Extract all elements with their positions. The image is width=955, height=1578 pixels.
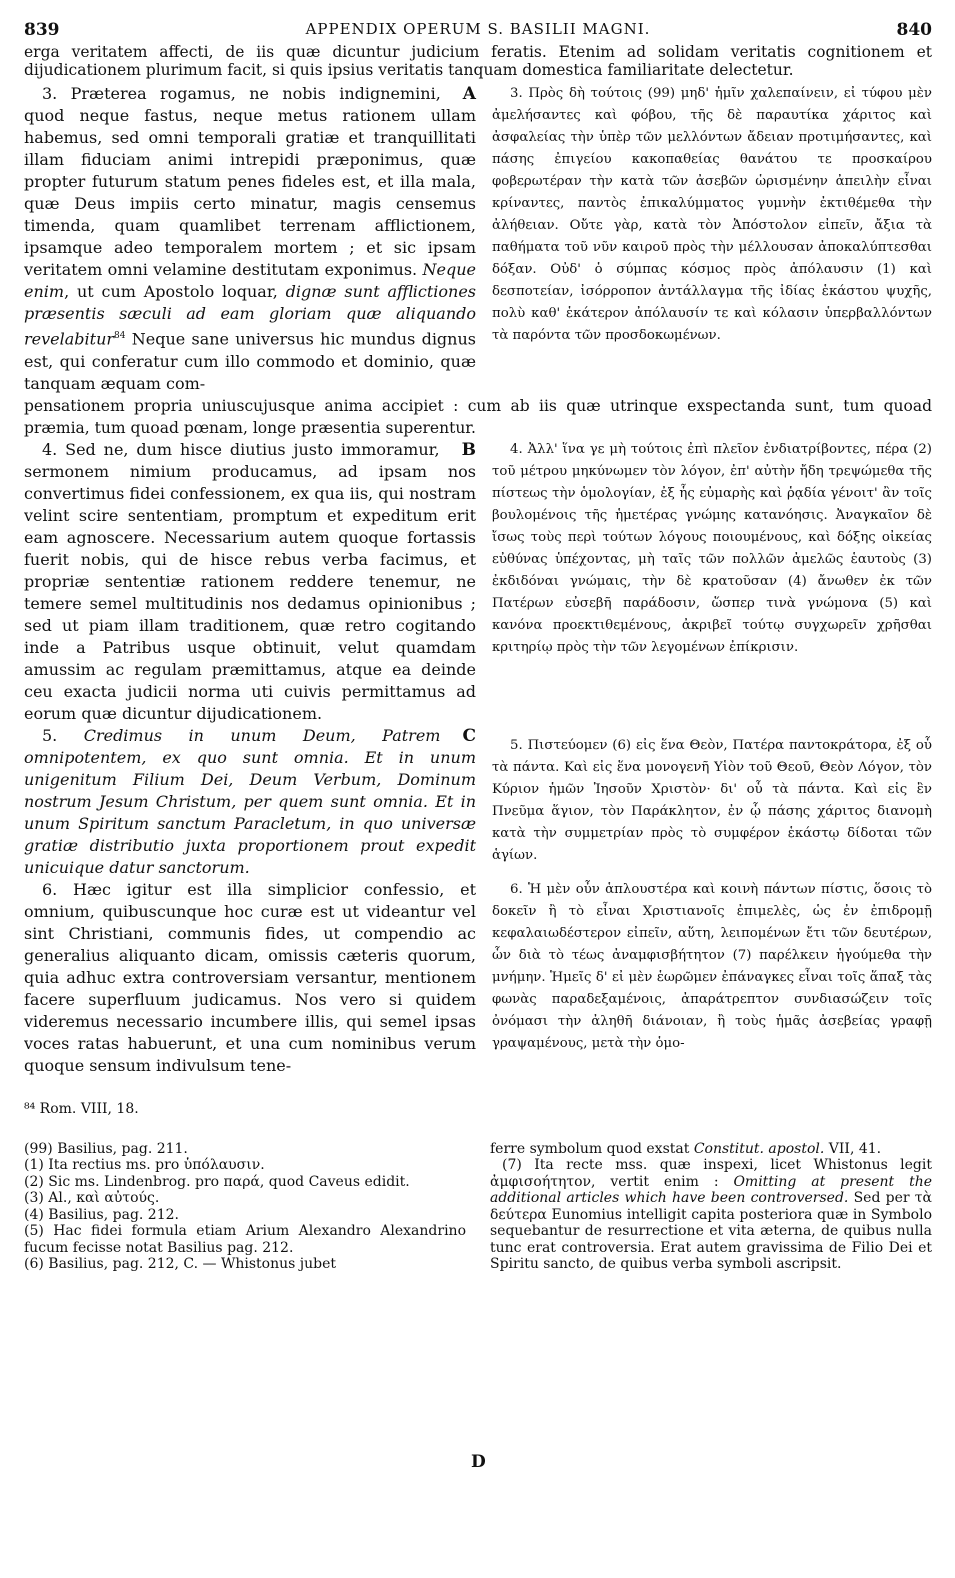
page-number-right: 840 [896,20,932,40]
latin-text: 6. Hæc igitur est illa simplicior confessio, et omnium, quibuscunque hoc curæ est ut videantur vel sint Christiani, communis fides, ut compendio ac generalius aliquanto dicam, omissis cæteris quorum, quia adhuc extra controversiam versantur, mentionem facere superfluum judicamus. Nos vero si quidem videremus necessario incumbere illis, qui semel ipsas voces ratas habuerunt, et una cum nominibus verum quoque sensum indivulsum tene- [24,879,476,1075]
section-6-greek [492,879,932,1077]
section-4-columns [24,439,932,725]
greek-text: 4. Ἀλλ' ἵνα γε μὴ τούτοις ἐπὶ πλεῖον ἐνδιατρίβοντες, πέρα (2) τοῦ μέτρου μηκύνωμεν τὸν λόγον, ἐπ' αὐτὴν ἤδη τρεψώμεθα τῆς πίστεως τὴν ὁμολογίαν, ἐξ ἧς εὐμαρὴς καὶ ῥᾳδία γένοιτ' ἂν τοῖς βουλομένοις τῆς ἡμετέρας γνώμης κατανόησις. Ἀναγκαῖον δὲ ἴσως τοὺς περὶ τούτων λόγους ποιουμένους, καὶ δόξης οἰκείας εὐθύνας ὑπέχοντας, μὴ ταῖς τῶν πολλῶν ἀμελῶς ἑαυτοὺς (3) ἐκδιδόναι γνώμαις, τὴν δὲ κρατοῦσαν (4) ἄνωθεν ἐκ τῶν Πατέρων εὐσεβῆ παράδοσιν, ὥσπερ τινὰ γνώμονα (5) καὶ κανόνα προεκτιθεμένους, ἀκριβεῖ τούτῳ συγχωρεῖν χρῆσθαι κριτηρίῳ πρὸς τὴν τῶν λεγομένων ἐπίκρισιν. [492,441,932,655]
section-4-greek [492,439,932,725]
note-1: (1) Ita rectius ms. pro ὑπόλαυσιν. [24,1157,265,1174]
note-5: (5) Hac fidei formula etiam Arium Alexandro Alexandrino fucum fecisse notat Basilius pag. 212. [24,1223,466,1256]
footnote-84: ⁸⁴ Rom. VIII, 18. [24,1100,139,1117]
section-5-greek [492,725,932,879]
margin-marker-a: A [462,84,476,105]
notes-right [490,1141,932,1273]
footnote-ref-84: 84 [114,331,126,342]
section-5-latin [24,725,476,879]
latin-text: , ut cum Apostolo loquar, [64,282,286,302]
section-6-columns [24,879,932,1077]
margin-marker-d: D [471,1452,486,1472]
page-number-left: 839 [24,20,60,40]
note-4: (4) Basilius, pag. 212. [24,1206,179,1223]
section-6-latin [24,879,476,1077]
latin-text: Neque sane universus hic mundus dignus est, qui conferatur cum illo commodo et dominio, quæ tanquam æquam com- [24,329,476,393]
page [24,16,932,1562]
note-2: (2) Sic ms. Lindenbrog. pro παρά, quod Caveus edidit. [24,1173,410,1190]
note-6-continued: ferre symbolum quod exstat Constitut. apostol. VII, 41. [490,1140,882,1157]
latin-italic: Neque enim [24,260,476,302]
margin-marker-c: C [462,725,476,746]
latin-text: 4. Sed ne, dum hisce diutius justo immoramur, sermonem nimium producamus, ad ipsam nos convertimus fidei confessionem, ex qua iis, qui nostram velint scire sententiam, promptum et expeditum erit eam agnoscere. Necessarium autem quoque fortassis fuerit nobis, qui de hisce rebus verba facimus, et propriæ sententiæ rationem reddere tenemur, ne temere semel multitudinis nos dedamus opinionibus ; sed ut piam illam traditionem, quæ retro cogitando inde a Patribus usque obtinuit, velut quamdam amussim ac regulam præmittamus, atque ea deinde ceu exacta judicii norma uti cuivis permittamus ad eorum quæ dicuntur dijudicationem. [24,439,476,723]
creed-text: Credimus in unum Deum, Patrem omnipotentem, ex quo sunt omnia. Et in unum unigenitum Filium Dei, Deum Verbum, Dominum nostrum Jesum Christum, per quem sunt omnia. Et in unum Spiritum sanctum Paracletum, in quo universæ gratiæ distributio juxta proportionem prout expedit unicuique datur sanctorum. [24,725,476,877]
section-5-columns [24,725,932,879]
section-3-bridge-line: pensationem propria uniuscujusque anima accipiet : cum ab iis quæ utrinque exspectanda sunt, tum quoad præmia, tum quoad pœnam, longe præsentia superentur. [24,396,932,437]
note-99: (99) Basilius, pag. 211. [24,1140,188,1157]
latin-text: 3. Præterea rogamus, ne nobis indignemini, quod neque fastus, neque metus rationem ullam habemus, sed omni temporali gratiæ et tranquillitati illam fiduciam animi intrepidi præponimus, quæ propter futurum statum penes fideles est, et illa mala, quæ Deus impiis certo minatur, magis censemus timenda, quam quamlibet terrenam afflictionem, ipsamque adeo temporalem mortem ; et sic ipsam veritatem omni velamine destitutam exponimus. [24,84,476,280]
latin-text: 5. [42,725,84,745]
latin-quotation: dignæ sunt afflictiones præsentis sæculi ad eam gloriam quæ aliquando revelabitur [24,282,477,349]
section-3-columns [24,83,932,394]
running-header [24,16,932,44]
notes-left [24,1141,466,1273]
greek-text: 3. Πρὸς δὴ τούτοις (99) μηδ' ἡμῖν χαλεπαίνειν, εἰ τύφου μὲν ἀμελήσαντες καὶ φόβου, τῆς δὲ παραυτίκα χάριτος καὶ ἀσφαλείας τὴν ὑπὲρ τῶν μελλόντων ἄδειαν προτιμήσαντες, καὶ πάσης ἐπιγείου κακοπαθείας θανάτου τε προσκαίρου φοβερωτέραν τὴν κατὰ τῶν ἀσεβῶν ὡρισμένην ἀπειλὴν εἶναι κρίναντες, παντὸς ἐπικαλύμματος γυμνὴν ἐκτιθέμεθα τὴν ἀλήθειαν. Οὔτε γὰρ, κατὰ τὸν Ἀπόστολον εἰπεῖν, ἄξια τὰ παθήματα τοῦ νῦν καιροῦ πρὸς τὴν μέλλουσαν ἀποκαλύπτεσθαι δόξαν. Οὐδ' ὁ σύμπας κόσμος πρὸς ἀπόλαυσιν (1) καὶ δεσποτείαν, ἰσόρροπον ἀντάλλαγμα τῆς ἰδίας ἑκάστου ψυχῆς, πολὺ καθ' ἑκάτερον ἀπόλαυσίν τε καὶ κόλασιν ὑπερβαλλόντων τὰ παρόντα τῶν προσδοκωμένων. [492,86,932,344]
section-4-latin [24,439,476,725]
notes-columns [24,1141,932,1273]
section-3-greek [492,83,932,394]
margin-marker-b: B [461,439,476,460]
note-3: (3) Al., καὶ αὐτούς. [24,1190,160,1207]
note-7: (7) Ita recte mss. quæ inspexi, licet Whistonus legit ἀμφισοήτητον, vertit enim : Omitting at present the additional articles which have been controversed. Sed per τὰ δεύτερα Eunomius intelligit capita posteriora quæ in Symbolo sequebantur de resurrectione et vita æterna, de quibus nulla tunc erat controversia. Erat autem gravissima de Filio Dei et Spiritu sancto, de quibus verba symboli ascripsit. [490,1157,932,1273]
note-6: (6) Basilius, pag. 212, C. — Whistonus jubet [24,1256,337,1273]
section-3-latin [24,83,476,394]
intro-paragraph: erga veritatem affecti, de iis quæ dicuntur judicium feratis. Etenim ad solidam veritatis cognitionem et dijudicationem plurimum facit, si quis ipsius veritatis tanquam domestica familiaritate delectetur. [24,43,932,79]
greek-text: 5. Πιστεύομεν (6) εἰς ἕνα Θεὸν, Πατέρα παντοκράτορα, ἐξ οὗ τὰ πάντα. Καὶ εἰς ἕνα μονογενῆ Υἱὸν τοῦ Θεοῦ, Θεὸν Λόγον, τὸν Κύριον ἡμῶν Ἰησοῦν Χριστὸν· δι' οὗ τὰ πάντα. Καὶ εἰς ἓν Πνεῦμα ἅγιον, τὸν Παράκλητον, ἐν ᾧ πάσης χάριτος διανομὴ κατὰ τὴν συμμετρίαν πρὸς τὸ συμφέρον ἑκάστῳ δίδοται τῶν ἁγίων. [492,737,932,863]
running-title: APPENDIX OPERUM S. BASILII MAGNI. [305,20,651,38]
greek-text: 6. Ἡ μὲν οὖν ἁπλουστέρα καὶ κοινὴ πάντων πίστις, ὅσοις τὸ δοκεῖν ἢ τὸ εἶναι Χριστιανοῖς ἐπιμελὲς, ὡς ἐν ἐπιδρομῇ κεφαλαιωδέστερον εἰπεῖν, αὕτη, λειπομένων ἔτι τῶν δευτέρων, ὧν διὰ τὸ τέως ἀναμφισβήτητον (7) παρέλκειν ἡγούμεθα τὴν μνήμην. Ἡμεῖς δ' εἰ μὲν ἑωρῶμεν ἐπάναγκες εἶναι τοῖς ἅπαξ τὰς φωνὰς παραδεξαμένοις, ἀπαράτρεπτον συνδιασώζειν τοῖς ὀνόμασι τὴν ἀληθῆ διάνοιαν, ἢ τοὺς ἡμᾶς ἀσεβείας γραφῇ γραψαμένους, μετὰ τὴν ὁμο- [492,881,932,1051]
